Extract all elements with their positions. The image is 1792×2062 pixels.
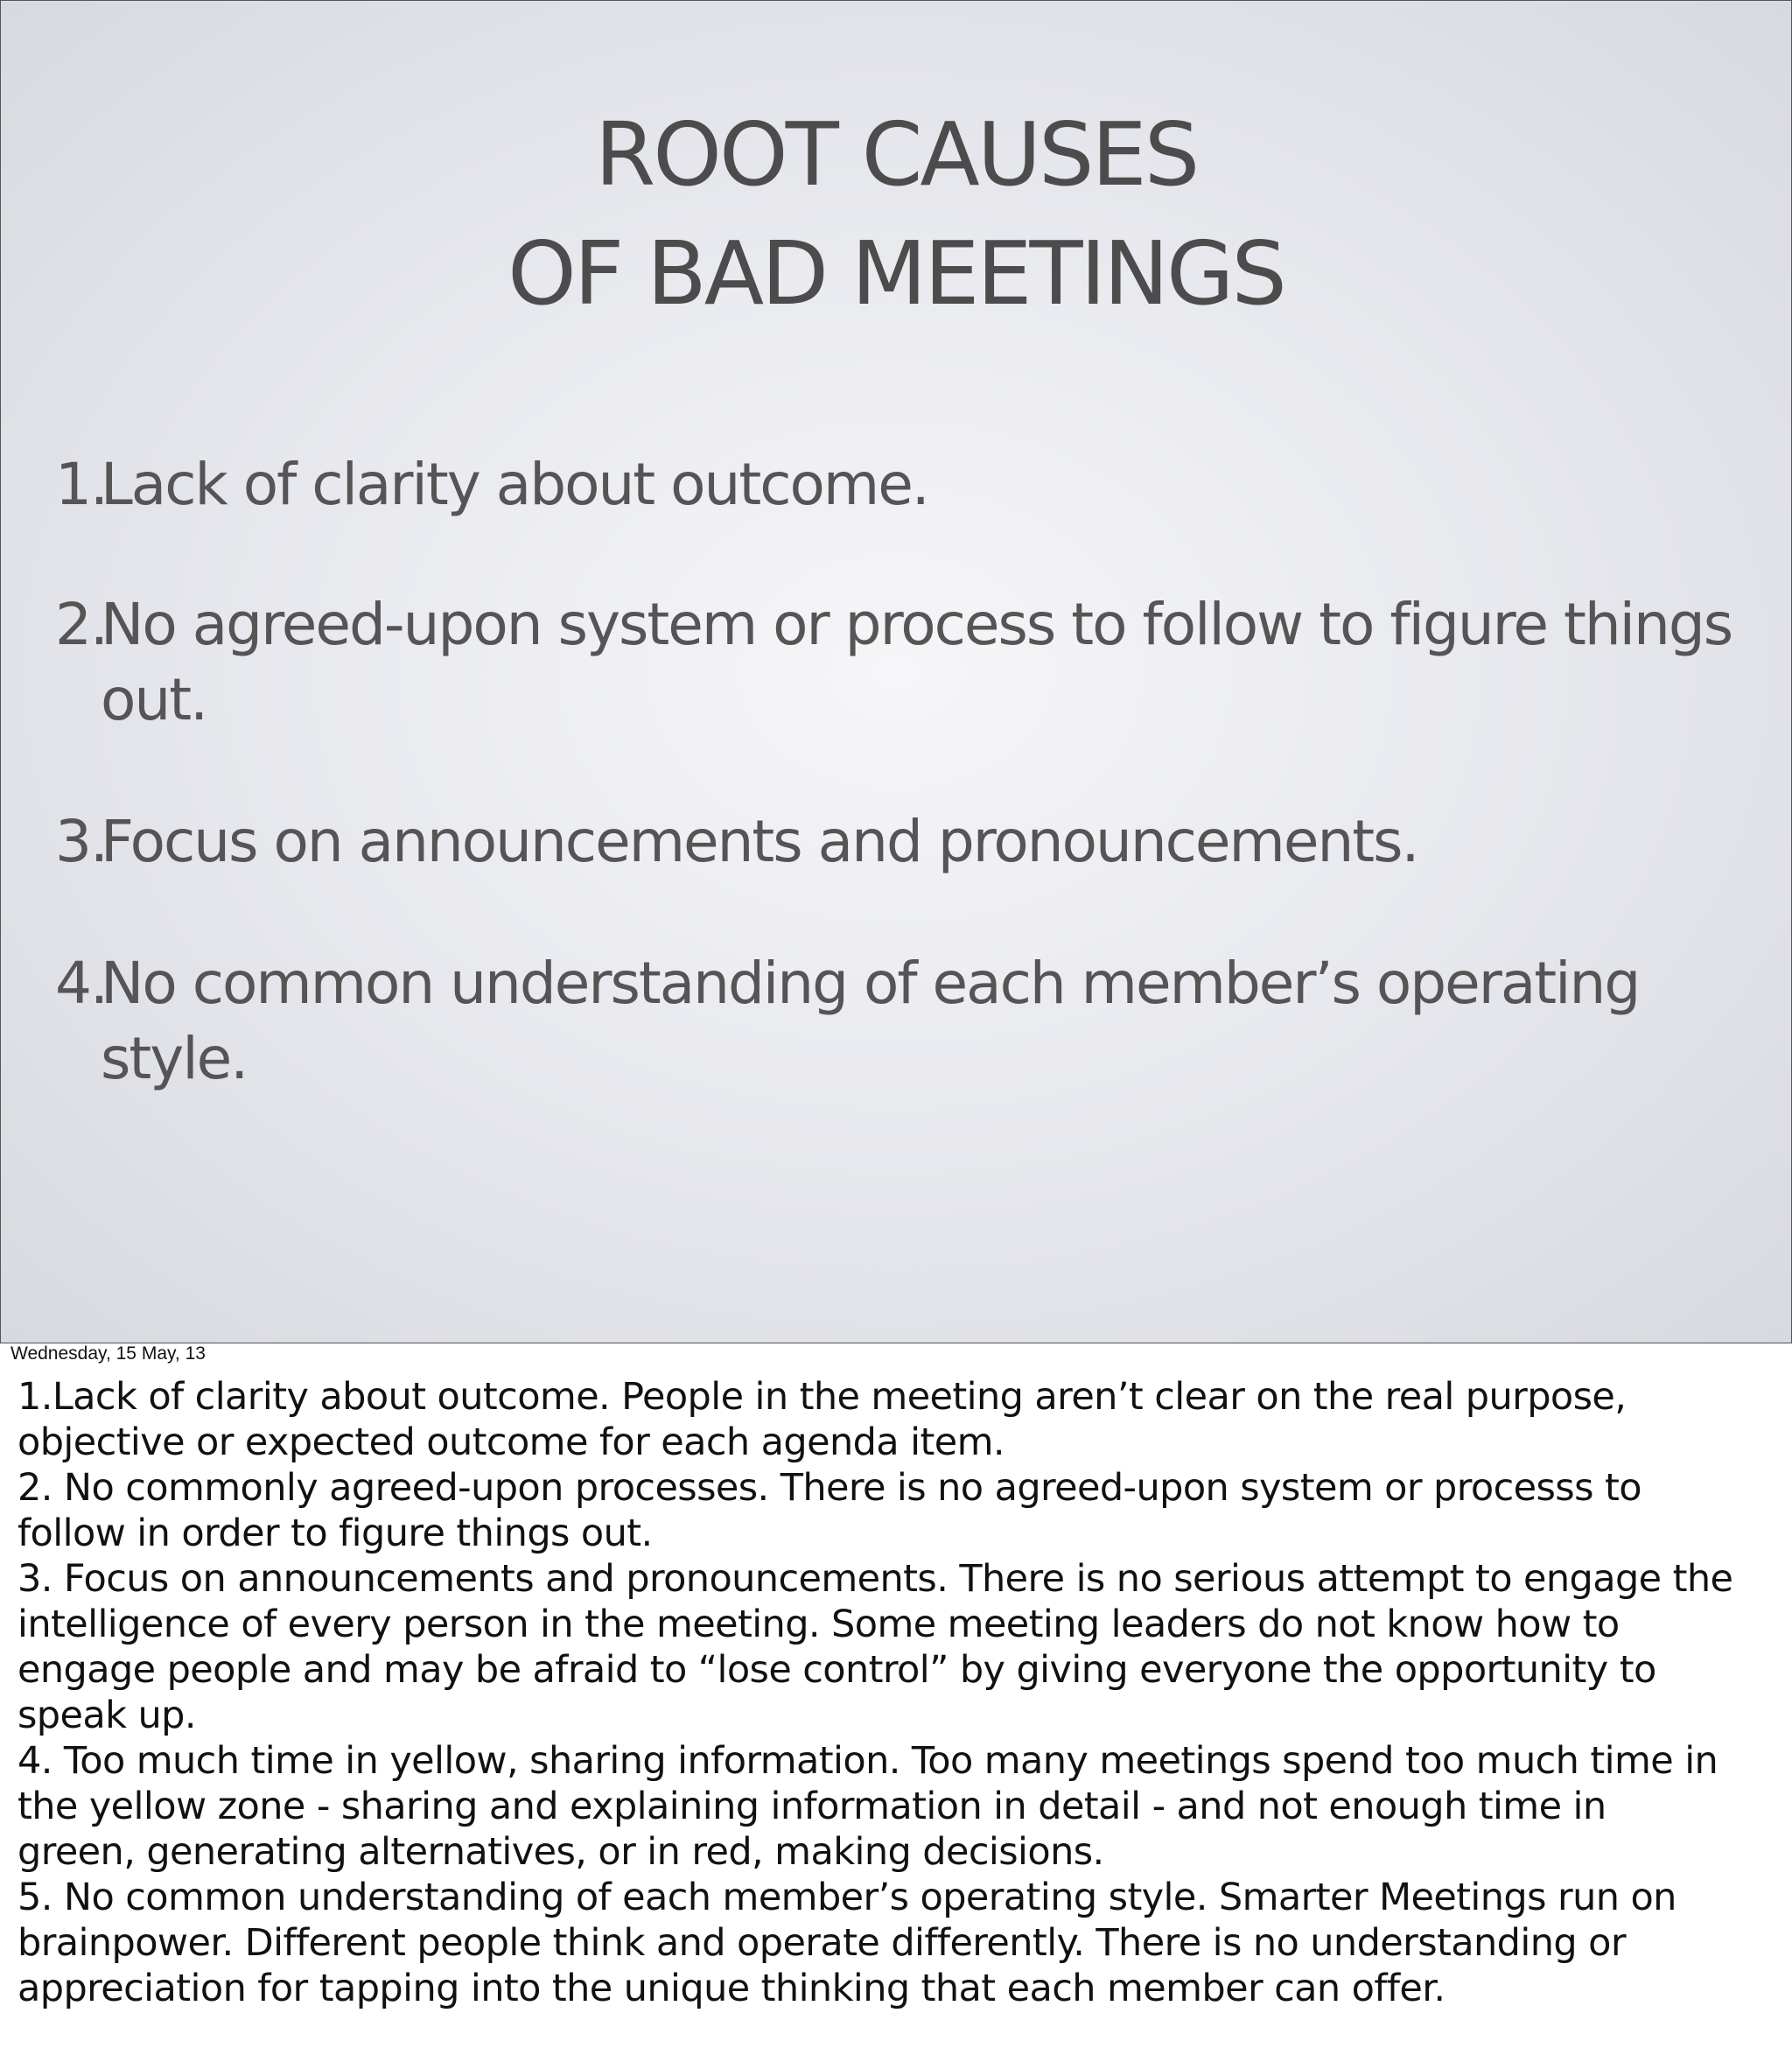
bullet-text: No agreed-upon system or process to follow to figure things out. (101, 591, 1732, 733)
slide-date: Wednesday, 15 May, 13 (10, 1343, 206, 1364)
slide-bullet-item (55, 447, 1754, 523)
notes-line: engage people and may be afraid to “lose control” by giving everyone the opportunity to (18, 1648, 1656, 1692)
notes-line: speak up. (18, 1694, 196, 1737)
notes-line: 4. Too much time in yellow, sharing information. Too many meetings spend too much time in (18, 1739, 1718, 1783)
notes-line: 1.Lack of clarity about outcome. People in the meeting aren’t clear on the real purpose, (18, 1375, 1627, 1419)
bullet-number: 2. (55, 591, 107, 658)
notes-line: 2. No commonly agreed-upon processes. There is no agreed-upon system or processs to (18, 1466, 1642, 1510)
bullet-number: 4. (55, 950, 107, 1017)
slide-bullet-item (55, 587, 1754, 738)
bullet-text: Focus on announcements and pronouncements. (101, 808, 1418, 875)
speaker-notes (18, 1374, 1776, 2011)
notes-line: brainpower. Different people think and operate differently. There is no understanding or (18, 1921, 1626, 1965)
notes-line: the yellow zone - sharing and explaining information in detail - and not enough time in (18, 1785, 1606, 1828)
bullet-number: 1. (55, 451, 107, 518)
notes-line: 5. No common understanding of each member’s operating style. Smarter Meetings run on (18, 1876, 1676, 1919)
bullet-number: 3. (55, 808, 107, 875)
notes-line: appreciation for tapping into the unique thinking that each member can offer. (18, 1967, 1446, 2010)
slide-bullet-item (55, 946, 1754, 1097)
notes-line: follow in order to figure things out. (18, 1511, 653, 1555)
slide-title-line-1: ROOT CAUSES (594, 103, 1198, 206)
notes-line: objective or expected outcome for each agenda item. (18, 1420, 1004, 1464)
notes-line: intelligence of every person in the meeting. Some meeting leaders do not know how to (18, 1603, 1620, 1646)
slide-bullet-item (55, 804, 1754, 880)
notes-line: 3. Focus on announcements and pronouncements. There is no serious attempt to engage the (18, 1557, 1733, 1601)
notes-line: green, generating alternatives, or in red, making decisions. (18, 1830, 1104, 1874)
bullet-text: Lack of clarity about outcome. (101, 451, 928, 518)
bullet-text: No common understanding of each member’s operating style. (101, 950, 1640, 1092)
slide-title-line-2: OF BAD MEETINGS (508, 222, 1284, 325)
slide-title (1, 95, 1791, 333)
